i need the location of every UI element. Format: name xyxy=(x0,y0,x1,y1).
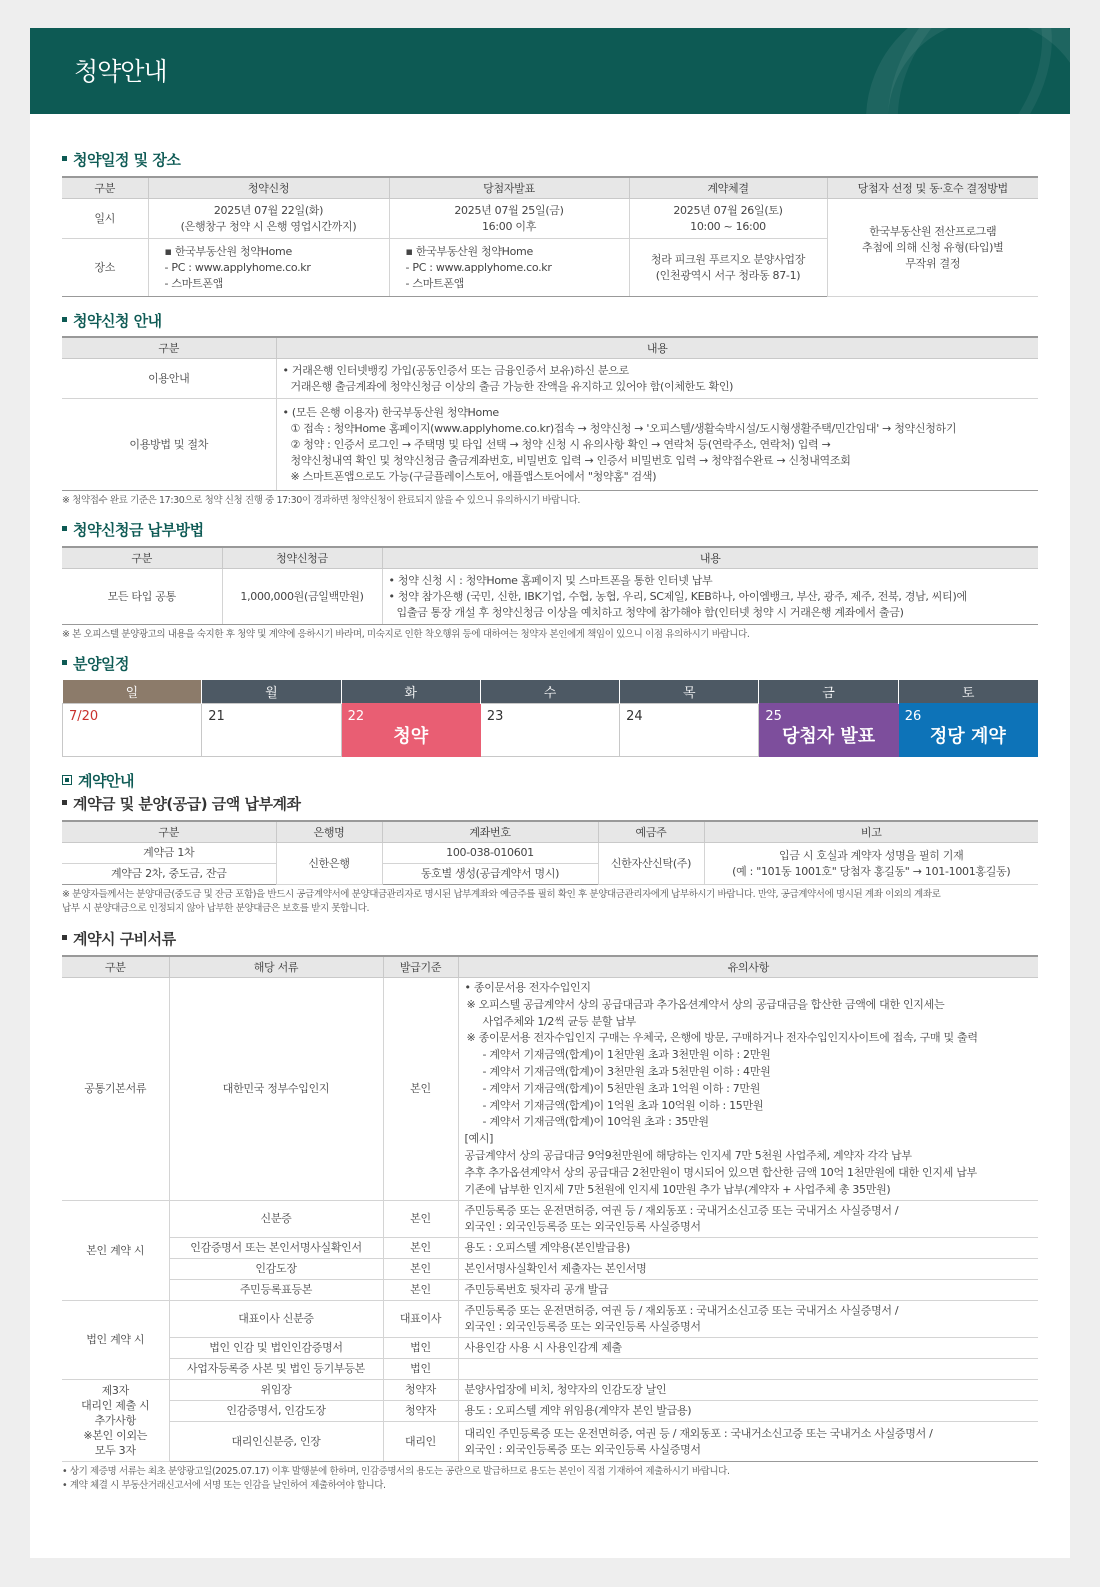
row-label-self: 본인 계약 시 xyxy=(62,1201,169,1301)
bank-name: 신한은행 xyxy=(276,843,382,885)
row-label-deposit1: 계약금 1차 xyxy=(62,843,276,864)
day-mon: 월 xyxy=(202,680,341,704)
row-label-deposit2: 계약금 2차, 중도금, 잔금 xyxy=(62,864,276,885)
event-apply: 청약 xyxy=(393,726,429,747)
doc-applicant-seal: 인감증명서, 인감도장 xyxy=(169,1401,383,1422)
row-label-common: 공통기본서류 xyxy=(62,978,169,1201)
date-cell-contract: 26 정당 계약 xyxy=(898,704,1037,757)
doc-resident-register: 주민등록표등본 xyxy=(169,1280,383,1301)
issuer: 청약자 xyxy=(383,1380,458,1401)
deposit-content: • 청약 신청 시 : 청약Home 홈페이지 및 스마트폰을 통한 인터넷 납부 • 청약 참가은행 (국민, 신한, IBK기업, 수협, 농협, 우리, SC제일, KEB하나, 아이엠뱅크, 부산, 광주, 제주, 전북, 경남, 씨티)에 입출금 통장 개설 후 청약신청금 이상을 예치하고 청약에 참가해야 함(인터넷 청약 시 거래은행 계좌에서 출금) xyxy=(382,569,1038,625)
subtitle-account: 계약금 및 분양(공급) 금액 납부계좌 xyxy=(62,793,1038,815)
document-page xyxy=(30,28,1070,1558)
doc-business-registration: 사업자등록증 사본 및 법인 등기부등본 xyxy=(169,1359,383,1380)
usage-content: • 거래은행 인터넷뱅킹 가입(공동인증서 또는 금융인증서 보유)하신 분으로 거래은행 출금계좌에 청약신청금 이상의 출금 가능한 잔액을 유지하고 있어야 함(이체한도 확인) xyxy=(276,359,1038,399)
th-content: 내용 xyxy=(382,547,1038,569)
day-fri: 금 xyxy=(759,680,898,704)
schedule-table xyxy=(62,176,1038,297)
th-method: 당첨자 선정 및 동·호수 결정방법 xyxy=(827,177,1038,199)
deposit-amount: 1,000,000원(금일백만원) xyxy=(222,569,382,625)
issuer: 본인 xyxy=(383,1201,458,1238)
th-apply: 청약신청 xyxy=(148,177,389,199)
common-notes: • 종이문서용 전자수입인지 ※ 오피스텔 공급계약서 상의 공급대금과 추가옵션계약서 상의 공급대금을 합산한 금액에 대한 인지세는 사업주체와 1/2씩 균등 분할 납부 ※ 종이문서용 전자수입인지 구매는 우체국, 은행에 방문, 구매하거나 전자수입인지사이트에 접속, 구매 및 출력 - 계약서 기재금액(합계)이 1천만원 초과 3천만원 이하 : 2만원 - 계약서 기재금액(합계)이 3천만원 초과 5천만원 이하 : 4만원 - 계약서 기재금액(합계)이 5천만원 초과 1억원 이하 : 7만원 - 계약서 기재금액(합계)이 1억원 초과 10억원 이하 : 15만원 - 계약서 기재금액(합계)이 10억원 초과 : 35만원 [예시] 공급계약서 상의 공급대금 9억9천만원에 해당하는 인지세 7만 5천원 사업주체, 계약자 각각 납부 추후 추가옵션계약서 상의 공급대금 2천만원이 명시되어 있으면 합산한 금액 10억 1천만원에 대한 인지세 납부 기존에 납부한 인지세 7만 5천원에 인지세 10만원 추가 납부(계약자 + 사업주체 총 35만원) xyxy=(458,978,1038,1201)
section-title-calendar: 분양일정 xyxy=(62,652,1038,676)
doc-proxy-id: 대리인신분증, 인장 xyxy=(169,1422,383,1462)
th-account: 계좌번호 xyxy=(382,821,598,843)
th-document: 해당 서류 xyxy=(169,956,383,978)
th-issuer: 발급기준 xyxy=(383,956,458,978)
winner-place: ▪ 한국부동산원 청약Home - PC : www.applyhome.co.kr - 스마트폰앱 xyxy=(389,239,629,297)
row-label-usage: 이용안내 xyxy=(62,359,276,399)
sales-calendar xyxy=(62,680,1038,757)
account-holder: 신한자산신탁(주) xyxy=(598,843,704,885)
page-title: 청약안내 xyxy=(74,57,167,86)
account-remark: 입금 시 호실과 계약자 성명을 필히 기재 (예 : "101동 1001호" 당첨자 홍길동" → 101-1001홍길동) xyxy=(704,843,1038,885)
day-sat: 토 xyxy=(898,680,1037,704)
issuer: 대리인 xyxy=(383,1422,458,1462)
deposit-note: ※ 본 오피스텔 분양광고의 내용을 숙지한 후 청약 및 계약에 응하시기 바라며, 미숙지로 인한 착오행위 등에 대하여는 청약자 본인에게 책임이 있으니 이점 유의하시기 바랍니다. xyxy=(62,629,750,640)
apply-guide-note: ※ 청약접수 완료 기준은 17:30으로 청약 신청 진행 중 17:30이 경과하면 청약신청이 완료되지 않을 수 있으니 유의하시기 바랍니다. xyxy=(62,495,580,506)
doc-note: 대리인 주민등록증 또는 운전면허증, 여권 등 / 재외동포 : 국내거소신고증 또는 국내거소 사실증명서 / 외국인 : 외국인등록증 또는 외국인등록 사실증명서 xyxy=(458,1422,1038,1462)
apply-datetime: 2025년 07월 22일(화) (은행창구 청약 시 은행 영업시간까지) xyxy=(148,199,389,239)
selection-method: 한국부동산원 전산프로그램 추첨에 의해 신청 유형(타입)별 무작위 결정 xyxy=(827,199,1038,297)
day-tue: 화 xyxy=(341,680,480,704)
doc-note: 용도 : 오피스텔 계약용(본인발급용) xyxy=(458,1238,1038,1259)
row-label-datetime: 일시 xyxy=(62,199,148,239)
issuer: 법인 xyxy=(383,1359,458,1380)
date-cell-wed: 23 xyxy=(480,704,619,757)
doc-note xyxy=(458,1359,1038,1380)
issuer: 본인 xyxy=(383,1259,458,1280)
issuer: 법인 xyxy=(383,1338,458,1359)
account-number-2: 동호별 생성(공급계약서 명시) xyxy=(382,864,598,885)
th-winner: 당첨자발표 xyxy=(389,177,629,199)
row-label-proxy: 제3자 대리인 제출 시 추가사항 ※본인 이외는 모두 3자 xyxy=(62,1380,169,1462)
th-holder: 예금주 xyxy=(598,821,704,843)
date-cell-sun: 7/20 xyxy=(63,704,202,757)
section-title-apply-guide: 청약신청 안내 xyxy=(62,309,1038,333)
section-title-deposit: 청약신청금 납부방법 xyxy=(62,518,1038,542)
th-deposit: 청약신청금 xyxy=(222,547,382,569)
event-winner: 당첨자 발표 xyxy=(781,726,876,747)
doc-note: 주민등록번호 뒷자리 공개 발급 xyxy=(458,1280,1038,1301)
day-thu: 목 xyxy=(620,680,759,704)
content xyxy=(62,148,1038,1493)
issuer: 청약자 xyxy=(383,1401,458,1422)
doc-note: 분양사업장에 비치, 청약자의 인감도장 날인 xyxy=(458,1380,1038,1401)
documents-table xyxy=(62,955,1038,1462)
issuer-common: 본인 xyxy=(383,978,458,1201)
doc-ceo-id: 대표이사 신분증 xyxy=(169,1301,383,1338)
th-category: 구분 xyxy=(62,821,276,843)
th-content: 내용 xyxy=(276,337,1038,359)
row-label-corp: 법인 계약 시 xyxy=(62,1301,169,1380)
issuer: 본인 xyxy=(383,1238,458,1259)
contract-place: 청라 피크원 푸르지오 분양사업장 (인천광역시 서구 청라동 87-1) xyxy=(629,239,827,297)
date-cell-apply: 22 청약 xyxy=(341,704,480,757)
th-category: 구분 xyxy=(62,337,276,359)
doc-seal-certificate: 인감증명서 또는 본인서명사실확인서 xyxy=(169,1238,383,1259)
doc-seal: 인감도장 xyxy=(169,1259,383,1280)
account-note: ※ 분양자들께서는 분양대금(중도금 및 잔금 포함)을 반드시 공급계약서에 분양대금관리자로 명시된 납부계좌와 예금주를 필히 확인 후 분양대금관리자에게 납부하시기 바랍니다. 만약, 공급계약서에 명시된 계좌 이외의 계좌로 납부 시 분양대금으로 인정되지 않아 납부한 분양대금은 보호를 받지 못합니다. xyxy=(62,889,941,914)
date-cell-mon: 21 xyxy=(202,704,341,757)
doc-note: 용도 : 오피스텔 계약 위임용(계약자 본인 발급용) xyxy=(458,1401,1038,1422)
contract-datetime: 2025년 07월 26일(토) 10:00 ~ 16:00 xyxy=(629,199,827,239)
doc-power-of-attorney: 위임장 xyxy=(169,1380,383,1401)
doc-note: 주민등록증 또는 운전면허증, 여권 등 / 재외동포 : 국내거소신고증 또는 국내거소 사실증명서 / 외국인 : 외국인등록증 또는 외국인등록 사실증명서 xyxy=(458,1201,1038,1238)
th-category: 구분 xyxy=(62,956,169,978)
issuer: 본인 xyxy=(383,1280,458,1301)
winner-datetime: 2025년 07월 25일(금) 16:00 이후 xyxy=(389,199,629,239)
row-label-procedure: 이용방법 및 절차 xyxy=(62,399,276,491)
doc-id-card: 신분증 xyxy=(169,1201,383,1238)
doc-note: 본인서명사실확인서 제출자는 본인서명 xyxy=(458,1259,1038,1280)
procedure-content: • (모든 은행 이용자) 한국부동산원 청약Home ① 접속 : 청약Home 홈페이지(www.applyhome.co.kr)접속 → 청약신청 → '오피스텔/생활숙박시설/도시형생활주택/민간임대' → 청약신청하기 ② 청약 : 인증서 로그인 → 주택명 및 타입 선택 → 청약 신청 시 유의사항 확인 → 연락처 등(연락주소, 연락처) 입력 → 청약신청내역 확인 및 청약신청금 출금계좌번호, 비밀번호 입력 → 인증서 비밀번호 입력 → 청약접수완료 → 신청내역조회 ※ 스마트폰앱으로도 가능(구글플레이스토어, 애플앱스토어에서 "청약홈" 검색) xyxy=(276,399,1038,491)
account-number-1: 100-038-010601 xyxy=(382,843,598,864)
day-wed: 수 xyxy=(480,680,619,704)
apply-guide-table xyxy=(62,336,1038,491)
doc-note: 사용인감 사용 시 사용인감계 제출 xyxy=(458,1338,1038,1359)
date-cell-thu: 24 xyxy=(620,704,759,757)
subtitle-documents: 계약시 구비서류 xyxy=(62,928,1038,950)
th-remark: 비고 xyxy=(704,821,1038,843)
date-cell-winner: 25 당첨자 발표 xyxy=(759,704,898,757)
row-label-all-types: 모든 타입 공통 xyxy=(62,569,222,625)
event-contract: 정당 계약 xyxy=(929,726,1006,747)
deposit-table xyxy=(62,546,1038,625)
issuer: 대표이사 xyxy=(383,1301,458,1338)
doc-revenue-stamp: 대한민국 정부수입인지 xyxy=(169,978,383,1201)
th-bank: 은행명 xyxy=(276,821,382,843)
documents-footnotes: • 상기 제증명 서류는 최초 분양광고일(2025.07.17) 이후 발행분에 한하며, 인감증명서의 용도는 공란으로 발급하므로 용도는 본인이 직접 기재하여 제출하시기 바랍니다. • 계약 체결 시 부동산거래신고서에 서명 또는 인감을 날인하여 제출하여야 합니다. xyxy=(62,1466,730,1492)
section-title-schedule: 청약일정 및 장소 xyxy=(62,148,1038,172)
th-category: 구분 xyxy=(62,547,222,569)
doc-corp-seal: 법인 인감 및 법인인감증명서 xyxy=(169,1338,383,1359)
day-sun: 일 xyxy=(63,680,202,704)
row-label-place: 장소 xyxy=(62,239,148,297)
apply-place: ▪ 한국부동산원 청약Home - PC : www.applyhome.co.kr - 스마트폰앱 xyxy=(148,239,389,297)
doc-note: 주민등록증 또는 운전면허증, 여권 등 / 재외동포 : 국내거소신고증 또는 국내거소 사실증명서 / 외국인 : 외국인등록증 또는 외국인등록 사실증명서 xyxy=(458,1301,1038,1338)
th-contract: 계약체결 xyxy=(629,177,827,199)
header-banner xyxy=(30,28,1070,114)
th-notes: 유의사항 xyxy=(458,956,1038,978)
account-table xyxy=(62,820,1038,885)
section-title-contract: 계약안내 xyxy=(62,769,1038,793)
th-category: 구분 xyxy=(62,177,148,199)
